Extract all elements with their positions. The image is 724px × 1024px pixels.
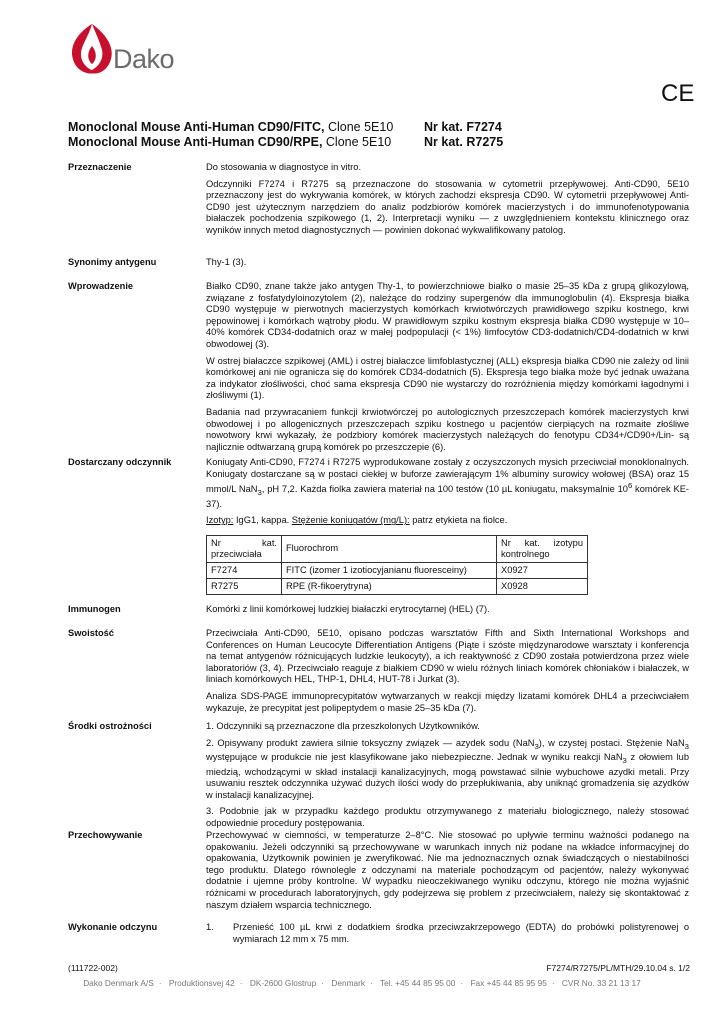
paragraph: Koniugaty Anti-CD90, F7274 i R7275 wyprodukowane zostały z oczyszczonych mysich przeciwciał monoklonalnych. Koniugaty dostarczane są w postaci ciekłej w buforze zawierającym 1% albuminy surowicy wołowej (BSA) oraz 15 mmol/L NaN$_3$, pH 7,2. Każda fiolka zawiera materiał na 100 testów (10 µL koniugatu, maksymalnie $10^6$ komórek KE-37). bbox=[206, 457, 689, 509]
address-part: CVR No. 33 21 13 17 bbox=[561, 978, 641, 988]
catalog-number-rpe: Nr kat. R7275 bbox=[424, 135, 504, 149]
section-wykonanie bbox=[68, 922, 690, 945]
section-label: Dostarczany odczynnik bbox=[68, 457, 172, 467]
paragraph: Przeciwciała Anti-CD90, 5E10, opisano podczas warsztatów Fifth and Sixth International Workshops and Conferences on Human Leucocyte Differentiation Antigens (Piąte i szóste międzynarodowe warsztaty i konferencja na temat antygenów różnicujących ludzkie leukocyty), a ich reaktywność z CD90 została potwierdzona przez wiele laboratoriów (3, 4). Przeciwciało reaguje z białkiem CD90 w wielu różnych liniach komórek chłoniaków i białaczek, w liniach komórkowych HEL, THP-1, DHL4, HUT-78 i Jurkat (3). bbox=[206, 628, 689, 685]
procedure-step bbox=[206, 922, 689, 945]
catalog-table bbox=[206, 535, 588, 595]
section-dostarczany bbox=[68, 457, 690, 595]
procedure-list bbox=[206, 922, 689, 945]
dako-flame-icon bbox=[68, 22, 118, 78]
table-row bbox=[207, 578, 588, 594]
address-part: Denmark bbox=[331, 978, 366, 988]
address-part: Dako Denmark A/S bbox=[83, 978, 154, 988]
address-part: Fax +45 44 85 95 95 bbox=[470, 978, 547, 988]
clone-rpe: Clone 5E10 bbox=[322, 135, 392, 149]
table-cell: R7275 bbox=[207, 578, 282, 594]
section-label: Wprowadzenie bbox=[68, 281, 134, 291]
section-label: Swoistość bbox=[68, 628, 114, 638]
step-text: Przenieść 100 µL krwi z dodatkiem środka przeciwzakrzepowego (EDTA) do probówki polistyrenowej o wymiarach 12 mm x 75 mm. bbox=[233, 922, 689, 944]
section-wprowadzenie bbox=[68, 281, 690, 458]
izotyp-line: Izotyp: IgG1, kappa. Stężenie koniugatów (mg/L): patrz etykieta na fiolce. bbox=[206, 515, 508, 526]
table-cell: F7274 bbox=[207, 562, 282, 578]
title-line-fitc bbox=[68, 120, 502, 135]
section-swoistosc bbox=[68, 628, 690, 719]
section-przeznaczenie bbox=[68, 162, 690, 242]
document-id-page: F7274/R7275/PL/MTH/29.10.04 s. 1/2 bbox=[546, 963, 690, 973]
paragraph: Komórki z linii komórkowej ludzkiej białaczki erytrocytarnej (HEL) (7). bbox=[206, 604, 490, 614]
section-label: Środki ostrożności bbox=[68, 721, 152, 731]
document-code: (111722-002) bbox=[68, 963, 118, 973]
section-przechowywanie bbox=[68, 830, 690, 916]
section-synonimy bbox=[68, 257, 690, 274]
company-address: Dako Denmark A/S · Produktionsvej 42 · DK-2600 Glostrup · Denmark · Tel. +45 44 85 95 00 · Fax +45 44 85 95 95 · CVR No. 33 21 13 17 bbox=[83, 978, 641, 988]
paragraph: W ostrej białaczce szpikowej (AML) i ostrej białaczce limfoblastycznej (ALL) ekspresja białka CD90 nie zależy od linii komórkowej ani nie ogranicza się do komórek CD34-dodatnich (5). Ekspresja tego białka może być jednak uważana za indykator złośliwości, choć sama ekspresja CD90 nie wystarczy do rozróżnienia między komórkami łagodnymi i złośliwymi (1). bbox=[206, 355, 689, 401]
catalog-number-fitc: Nr kat. F7274 bbox=[424, 120, 502, 134]
address-part: DK-2600 Glostrup bbox=[249, 978, 317, 988]
ce-mark: CE bbox=[661, 80, 695, 107]
section-label: Przechowywanie bbox=[68, 830, 143, 840]
paragraph: Przechowywać w ciemności, w temperaturze 2–8°C. Nie stosować po upływie terminu ważności podanego na opakowaniu. Jeżeli odczynniki są przechowywane w warunkach innych niż podane na wkładce informacyjnej do opakowania, Użytkownik powinien je zweryfikować. Nie ma jednoznacznych oznak świadczących o niestabilności tego produktu. Dlatego równolegle z odczynami na materiale pochodzącym od pacjentów, należy wykonywać dodatnie i ujemne próby kontrolne. W wypadku nieoczekiwanego wyniku odczynu, którego nie można wyjaśnić różnicami w procedurach laboratoryjnych, gdy podejrzewa się problem z przeciwciałem, należy się skontaktować z naszym działem wsparcia technicznego. bbox=[206, 830, 689, 910]
paragraph: 2. Opisywany produkt zawiera silnie toksyczny związek — azydek sodu (NaN$_3$), w czystej postaci. Stężenie NaN$_3$ występujące w produkcie nie jest klasyfikowane jako niebezpieczne. Jednak w wyniku reakcji NaN$_3$ z ołowiem lub miedzią, wchodzącymi w skład instalacji kanalizacyjnych, mogą powstawać silnie wybuchowe azydki metali. Przy usuwaniu resztek odczynnika używać dużych ilości wody do przepłukiwania, aby uniknąć gromadzenia się azydków w instalacji kanalizacyjnej. bbox=[206, 737, 689, 800]
table-header: Fluorochrom bbox=[282, 535, 497, 562]
table-cell: X0927 bbox=[497, 562, 588, 578]
table-cell: X0928 bbox=[497, 578, 588, 594]
brand-name: Dako bbox=[113, 44, 175, 74]
table-row bbox=[207, 562, 588, 578]
table-header: Nr kat. izotypu kontrolnego bbox=[497, 535, 588, 562]
product-name-fitc: Monoclonal Mouse Anti-Human CD90/FITC, bbox=[68, 120, 325, 134]
section-immunogen bbox=[68, 604, 690, 621]
section-srodki bbox=[68, 721, 690, 834]
step-number: 1. bbox=[206, 922, 214, 932]
section-label: Przeznaczenie bbox=[68, 162, 132, 172]
address-part: Tel. +45 44 85 95 00 bbox=[379, 978, 456, 988]
section-label: Immunogen bbox=[68, 604, 121, 614]
section-label: Wykonanie odczynu bbox=[68, 922, 158, 932]
table-header-row bbox=[207, 535, 588, 562]
paragraph: 1. Odczynniki są przeznaczone dla przeszkolonych Użytkowników. bbox=[206, 721, 480, 731]
paragraph: Thy-1 (3). bbox=[206, 257, 247, 267]
title-line-rpe bbox=[68, 135, 504, 150]
table-cell: RPE (R-fikoerytryna) bbox=[282, 578, 497, 594]
clone-fitc: Clone 5E10 bbox=[324, 120, 394, 134]
paragraph: Odczynniki F7274 i R7275 są przeznaczone do stosowania w cytometrii przepływowej. Anti-CD90, 5E10 przeznaczony jest do wykrywania komórek, w których zachodzi ekspresja CD90. W cytometrii przepływowej Anti-CD90 jest użytecznym narzędziem do analiz podzbiorów komórek macierzystych i do immunofenotypowania białaczek pochodzenia szpikowego (1, 2). Interpretacji wyniku — z uwzględnieniem kontekstu klinicznego oraz wyników innych metod diagnostycznych — powinien dokonać wykwalifikowany patolog. bbox=[206, 178, 689, 235]
product-name-rpe: Monoclonal Mouse Anti-Human CD90/RPE, bbox=[68, 135, 323, 149]
paragraph: Badania nad przywracaniem funkcji krwiotwórczej po autologicznych przeszczepach komórek macierzystych krwi obwodowej i po allogenicznych przeszczepach szpiku kostnego u pacjentów cierpiących na rozmaite złośliwe nowotwory krwi wykazały, że podzbiory komórek macierzystych należących do fenotypu CD34+/CD90+/Lin- są najlicznie odtwarzaną grupą komórek po przeszczepie (6). bbox=[206, 406, 689, 452]
section-label: Synonimy antygenu bbox=[68, 257, 157, 267]
paragraph: Analiza SDS-PAGE immunoprecypitatów wytwarzanych w reakcji między lizatami komórek DHL4 a przeciwciałem wykazuje, że precypitat jest polipeptydem o masie 25–35 kDa (7). bbox=[206, 690, 689, 713]
table-header: Nr kat. przeciwciała bbox=[207, 535, 282, 562]
product-title bbox=[68, 120, 504, 150]
table-cell: FITC (izomer 1 izotiocyjanianu fluoresceiny) bbox=[282, 562, 497, 578]
address-part: Produktionsvej 42 bbox=[168, 978, 235, 988]
paragraph: Do stosowania w diagnostyce in vitro. bbox=[206, 162, 362, 172]
paragraph: Białko CD90, znane także jako antygen Thy-1, to powierzchniowe białko o masie 25–35 kDa z grupą glikozylową, związane z fosfatydyloinozytolem (2), należące do rodziny supergenów dla immunoglobulin (4). Ekspresja białka CD90 występuje w pierwotnych macierzystych komórkach krwiotwórczych prawidłowego szpiku kostnego, krwi pępowinowej i komórkach wątroby płodu. W prawidłowym szpiku kostnym ekspresja białka CD90 występuje w 10–40% komórek CD34-dodatnich oraz w małej podpopulacji (< 1%) limfocytów CD3-dodatnich/CD4-dodatnich w krwi obwodowej (3). bbox=[206, 281, 689, 349]
paragraph: 3. Podobnie jak w przypadku każdego produktu otrzymywanego z materiału biologicznego, należy stosować odpowiednie procedury postępowania. bbox=[206, 806, 689, 828]
